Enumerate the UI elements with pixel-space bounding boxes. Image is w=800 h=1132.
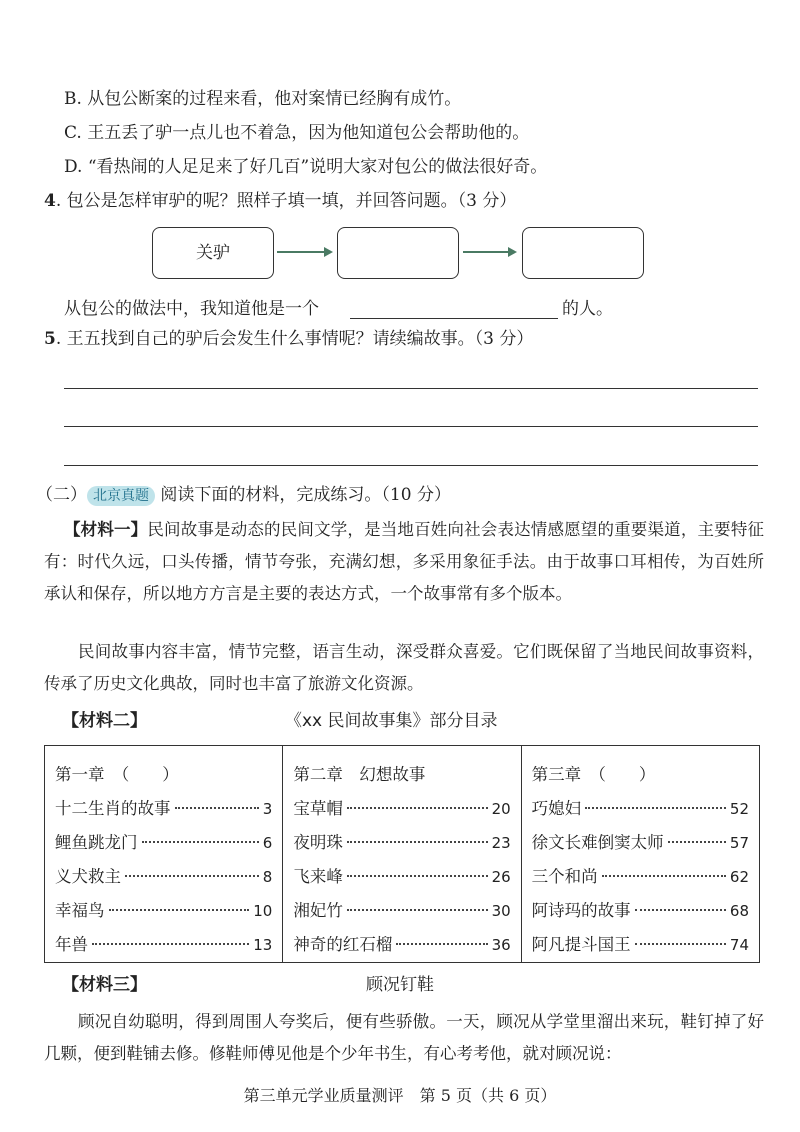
question-4-text: . 包公是怎样审驴的呢？照样子填一填，并回答问题。（3 分） [55, 191, 517, 211]
toc-table [44, 745, 760, 963]
q4-answer-blank[interactable] [350, 318, 558, 319]
toc-entry: 三个和尚 62 [531, 867, 749, 886]
option-d: D. “看热闹的人足足来了好几百”说明大家对包公的做法很好奇。 [64, 157, 548, 177]
section-2-prefix: （二） [36, 485, 87, 505]
material-1-p1: 民间故事是动态的民间文学，是当地百姓向社会表达情感愿望的重要渠道，主要特征有：时代久远，口头传播，情节夸张，充满幻想，多采用象征手法。由于故事口耳相传，为百姓所承认和保存，所以地方方言是主要的表达方式，一个故事常有多个版本。 [44, 520, 765, 603]
toc-entry: 十二生肖的故事 3 [55, 799, 273, 818]
page-footer: 第三单元学业质量测评 第 5 页（共 6 页） [243, 1086, 557, 1105]
toc-entry: 宝草帽 20 [293, 799, 511, 818]
question-4-number: 4 [44, 191, 56, 211]
chapter-1-column [45, 746, 283, 963]
chapter-2-heading: 第二章 幻想故事 [293, 765, 426, 784]
material-3-title: 顾况钉鞋 [366, 975, 434, 995]
toc-entry: 夜明珠 23 [293, 833, 511, 852]
flow-box-1-label: 关驴 [196, 243, 230, 263]
material-1-paragraph-2: 民间故事内容丰富，情节完整，语言生动，深受群众喜爱。它们既保留了当地民间故事资料，传承了历史文化典故，同时也丰富了旅游文化资源。 [44, 642, 764, 693]
toc-entry: 巧媳妇 52 [531, 799, 749, 818]
section-2-text: 阅读下面的材料，完成练习。（10 分） [160, 485, 451, 505]
toc-entry: 义犬救主 8 [55, 867, 273, 886]
question-5-text: . 王五找到自己的驴后会发生什么事情呢？请续编故事。（3 分） [55, 329, 534, 349]
chapter-3-column [521, 746, 759, 963]
toc-entry: 阿诗玛的故事 68 [531, 901, 749, 920]
flow-box-3[interactable] [522, 227, 644, 279]
toc-entry: 鲤鱼跳龙门 6 [55, 833, 273, 852]
chapter-1-heading: 第一章 （ ） [55, 765, 179, 784]
section-2-heading [36, 482, 451, 508]
answer-line-1[interactable] [64, 388, 758, 389]
material-2-label: 【材料二】 [62, 711, 147, 731]
answer-line-3[interactable] [64, 465, 758, 466]
material-3-label: 【材料三】 [62, 975, 147, 995]
toc-entry: 湘妃竹 30 [293, 901, 511, 920]
option-c: C. 王五丢了驴一点儿也不着急，因为他知道包公会帮助他的。 [64, 123, 530, 143]
question-5 [44, 326, 533, 352]
question-4 [44, 188, 516, 214]
toc-entry: 幸福鸟 10 [55, 901, 273, 920]
beijing-exam-badge: 北京真题 [87, 486, 155, 506]
q4-fill-suffix: 的人。 [562, 299, 613, 319]
toc-entry: 神奇的红石榴 36 [293, 935, 511, 954]
flow-box-1 [152, 227, 274, 279]
q4-fill-prefix: 从包公的做法中，我知道他是一个 [64, 299, 319, 319]
material-3-paragraph-1: 顾况自幼聪明，得到周围人夸奖后，便有些骄傲。一天，顾况从学堂里溜出来玩，鞋钉掉了好几颗，便到鞋铺去修。修鞋师傅见他是个少年书生，有心考考他，就对顾况说： [44, 1012, 764, 1063]
flow-arrow-2 [463, 251, 515, 253]
toc-entry: 徐文长难倒窦太师 57 [531, 833, 749, 852]
material-1-label: 【材料一】 [64, 520, 148, 539]
flow-box-2[interactable] [337, 227, 459, 279]
question-5-number: 5 [44, 329, 56, 349]
toc-entry: 飞来峰 26 [293, 867, 511, 886]
material-2-title: 《xx 民间故事集》部分目录 [285, 711, 498, 731]
chapter-2-column [283, 746, 521, 963]
option-b: B. 从包公断案的过程来看，他对案情已经胸有成竹。 [64, 89, 462, 109]
chapter-3-heading: 第三章 （ ） [531, 765, 656, 784]
material-1-paragraph-1 [44, 514, 764, 610]
answer-line-2[interactable] [64, 426, 758, 427]
toc-entry: 年兽 13 [55, 935, 273, 954]
toc-entry: 阿凡提斗国王 74 [531, 935, 749, 954]
flow-arrow-1 [277, 251, 331, 253]
